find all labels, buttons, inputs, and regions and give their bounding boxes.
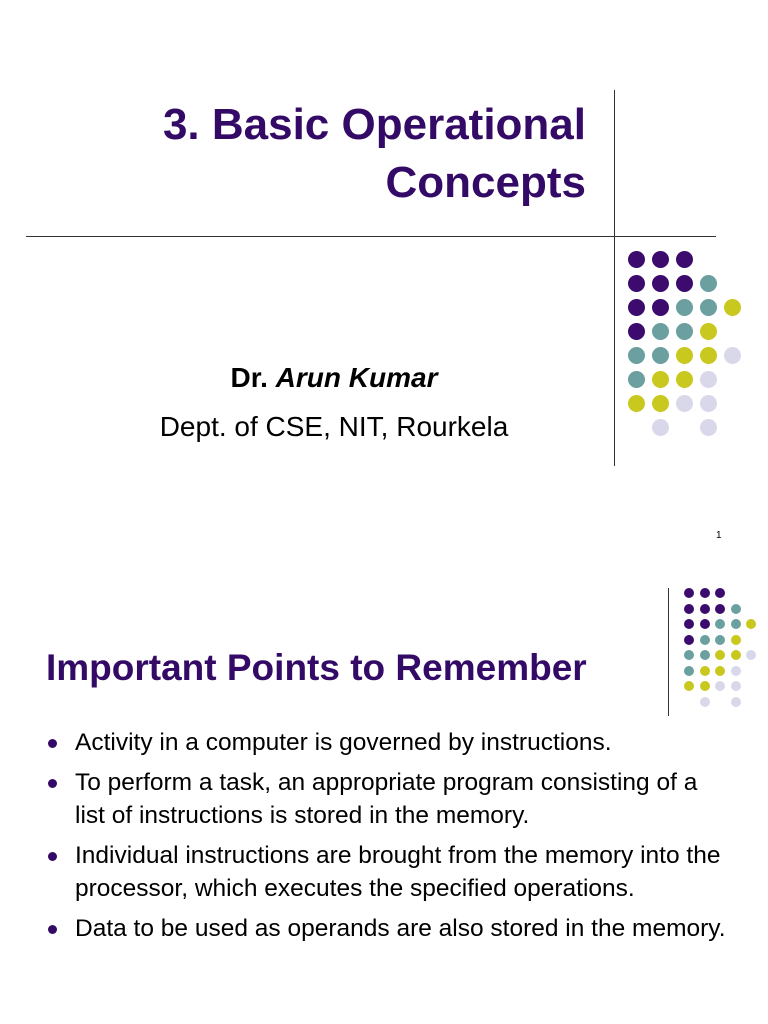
dot-icon	[684, 681, 694, 691]
department: Dept. of CSE, NIT, Rourkela	[159, 411, 509, 442]
dot-icon	[684, 619, 694, 629]
dot-icon	[628, 323, 645, 340]
author	[0, 362, 668, 394]
dot-icon	[731, 604, 741, 614]
vertical-divider	[614, 90, 615, 466]
dot-icon	[676, 395, 693, 412]
dot-icon	[731, 666, 741, 676]
dot-icon	[700, 619, 710, 629]
list-item-text: To perform a task, an appropriate program consisting of a list of instructions is stored in the memory.	[75, 769, 698, 829]
list-item	[46, 766, 726, 832]
dot-icon	[676, 299, 693, 316]
horizontal-divider	[26, 236, 716, 237]
list-item-text: Individual instructions are brought from the memory into the processor, which executes the specified operations.	[75, 842, 721, 902]
dot-icon	[700, 681, 710, 691]
list-item-text: Activity in a computer is governed by instructions.	[75, 729, 612, 756]
dot-icon	[746, 619, 756, 629]
dot-icon	[731, 650, 741, 660]
dot-icon	[676, 323, 693, 340]
dot-icon	[700, 371, 717, 388]
dot-icon	[684, 604, 694, 614]
dot-icon	[628, 251, 645, 268]
bullet-list	[46, 726, 726, 952]
bullet-icon	[48, 739, 57, 748]
dot-icon	[700, 275, 717, 292]
dot-icon	[724, 347, 741, 364]
dot-icon	[652, 395, 669, 412]
dot-icon	[700, 395, 717, 412]
title-line-2: Concepts	[385, 158, 586, 207]
dot-icon	[676, 275, 693, 292]
list-item-text: Data to be used as operands are also stored in the memory.	[75, 915, 726, 942]
content-slide	[0, 548, 768, 1024]
dot-icon	[715, 619, 725, 629]
dot-icon	[700, 666, 710, 676]
list-item	[46, 912, 726, 945]
dot-icon	[628, 395, 645, 412]
dot-icon	[700, 323, 717, 340]
dot-icon	[700, 604, 710, 614]
slide-title	[163, 96, 586, 212]
dot-icon	[715, 650, 725, 660]
bullet-icon	[48, 852, 57, 861]
dot-icon	[715, 588, 725, 598]
list-item	[46, 726, 726, 759]
page-number: 1	[716, 530, 722, 541]
dot-icon	[684, 650, 694, 660]
title-line-1: 3. Basic Operational	[162, 100, 586, 149]
author-prefix: Dr.	[230, 362, 268, 393]
dot-icon	[731, 681, 741, 691]
dot-icon	[724, 299, 741, 316]
dot-icon	[676, 251, 693, 268]
dot-icon	[700, 419, 717, 436]
dot-icon	[684, 666, 694, 676]
dot-icon	[715, 604, 725, 614]
dot-icon	[628, 299, 645, 316]
dot-icon	[652, 251, 669, 268]
dot-icon	[715, 666, 725, 676]
dot-icon	[715, 681, 725, 691]
dot-icon	[676, 371, 693, 388]
dot-icon	[731, 619, 741, 629]
author-name: Arun Kumar	[275, 362, 438, 393]
dot-icon	[700, 588, 710, 598]
dot-icon	[746, 650, 756, 660]
dot-icon	[700, 650, 710, 660]
dot-icon	[700, 299, 717, 316]
dot-icon	[700, 347, 717, 364]
vertical-divider	[668, 588, 669, 716]
dot-icon	[731, 697, 741, 707]
dot-icon	[628, 275, 645, 292]
dot-icon	[700, 635, 710, 645]
bullet-icon	[48, 779, 57, 788]
dot-icon	[652, 275, 669, 292]
dot-icon	[700, 697, 710, 707]
list-item	[46, 839, 726, 905]
dot-icon	[676, 347, 693, 364]
dot-icon	[684, 635, 694, 645]
dot-icon	[684, 588, 694, 598]
bullet-icon	[48, 925, 57, 934]
dot-icon	[652, 323, 669, 340]
dot-icon	[731, 635, 741, 645]
slide-title: Important Points to Remember	[46, 647, 587, 688]
dot-icon	[652, 299, 669, 316]
dot-icon	[715, 635, 725, 645]
